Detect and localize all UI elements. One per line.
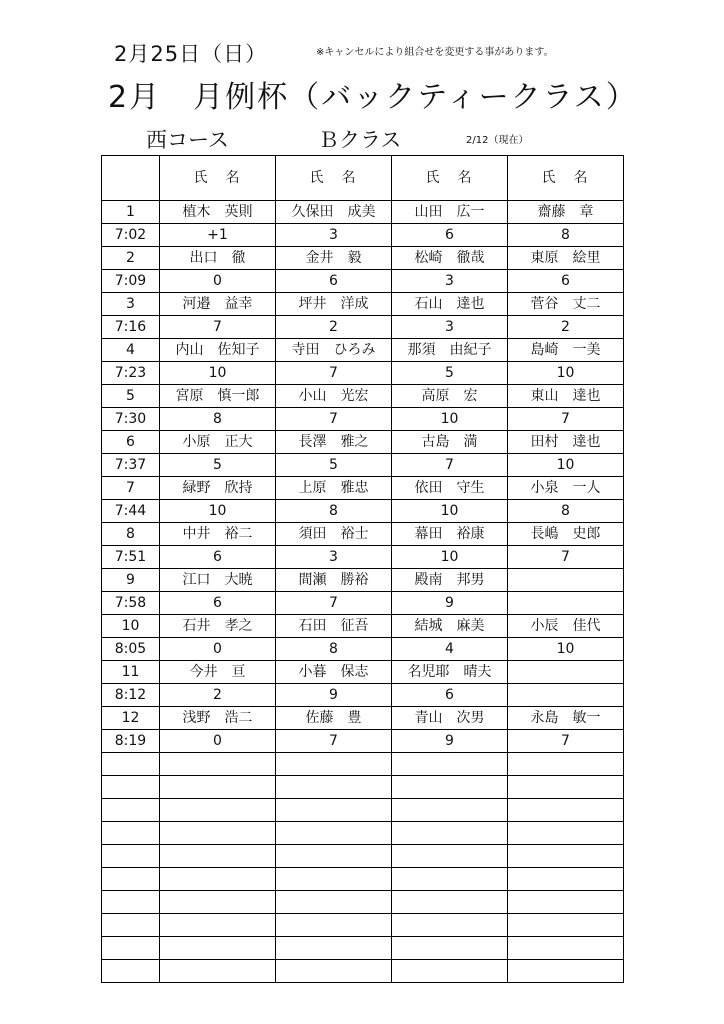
player-handicap: 6: [508, 270, 624, 293]
column-header: 氏 名: [392, 156, 508, 201]
player-handicap: 2: [160, 684, 276, 707]
header-corner: [102, 156, 160, 201]
group-name-row: [102, 431, 624, 454]
player-name: [276, 753, 392, 776]
player-handicap: [160, 776, 276, 799]
player-handicap: 10: [508, 454, 624, 477]
player-name: 坪井 洋成: [276, 293, 392, 316]
group-handicap-row: [102, 730, 624, 753]
tee-time: [102, 868, 160, 891]
player-handicap: [276, 914, 392, 937]
group-name-row: [102, 707, 624, 730]
player-handicap: [392, 960, 508, 983]
player-handicap: [508, 592, 624, 615]
group-handicap-row: [102, 776, 624, 799]
group-name-row: [102, 523, 624, 546]
player-name: 中井 裕二: [160, 523, 276, 546]
player-name: [508, 799, 624, 822]
player-name: [392, 891, 508, 914]
group-name-row: [102, 661, 624, 684]
player-name: 浅野 浩二: [160, 707, 276, 730]
group-handicap-row: [102, 224, 624, 247]
group-name-row: [102, 385, 624, 408]
group-number: 10: [102, 615, 160, 638]
player-name: [160, 937, 276, 960]
player-handicap: 9: [392, 592, 508, 615]
player-handicap: 0: [160, 270, 276, 293]
player-name: 江口 大暁: [160, 569, 276, 592]
group-name-row: [102, 937, 624, 960]
group-number: 5: [102, 385, 160, 408]
player-handicap: [392, 868, 508, 891]
group-handicap-row: [102, 684, 624, 707]
player-handicap: 3: [392, 270, 508, 293]
player-name: 河邉 益幸: [160, 293, 276, 316]
tee-time: 8:19: [102, 730, 160, 753]
player-handicap: [508, 776, 624, 799]
player-name: [508, 661, 624, 684]
group-number: 3: [102, 293, 160, 316]
group-name-row: [102, 891, 624, 914]
player-handicap: [276, 822, 392, 845]
player-handicap: 0: [160, 730, 276, 753]
player-name: 小山 光宏: [276, 385, 392, 408]
player-handicap: 8: [276, 638, 392, 661]
player-handicap: 9: [276, 684, 392, 707]
group-handicap-row: [102, 316, 624, 339]
player-handicap: 3: [276, 224, 392, 247]
group-name-row: [102, 293, 624, 316]
player-handicap: [276, 776, 392, 799]
player-handicap: 8: [508, 224, 624, 247]
tee-time: [102, 960, 160, 983]
player-name: [508, 569, 624, 592]
column-header: 氏 名: [508, 156, 624, 201]
player-name: [392, 799, 508, 822]
player-name: 島崎 一美: [508, 339, 624, 362]
tee-time: 7:02: [102, 224, 160, 247]
group-number: [102, 799, 160, 822]
player-name: 小暮 保志: [276, 661, 392, 684]
player-handicap: 6: [160, 546, 276, 569]
player-handicap: [160, 960, 276, 983]
player-name: 間瀬 勝裕: [276, 569, 392, 592]
group-number: [102, 891, 160, 914]
player-handicap: [508, 914, 624, 937]
group-number: 9: [102, 569, 160, 592]
group-number: [102, 753, 160, 776]
column-header: 氏 名: [160, 156, 276, 201]
group-number: 11: [102, 661, 160, 684]
player-handicap: 10: [392, 408, 508, 431]
course-label: 西コース: [146, 128, 229, 152]
player-name: 東原 絵里: [508, 247, 624, 270]
player-handicap: 2: [508, 316, 624, 339]
tee-time: [102, 776, 160, 799]
player-handicap: [508, 684, 624, 707]
tee-time: 8:05: [102, 638, 160, 661]
player-handicap: 7: [276, 408, 392, 431]
player-handicap: 2: [276, 316, 392, 339]
tee-time: 8:12: [102, 684, 160, 707]
player-handicap: 6: [276, 270, 392, 293]
player-name: 青山 次男: [392, 707, 508, 730]
player-handicap: 0: [160, 638, 276, 661]
player-name: 長澤 雅之: [276, 431, 392, 454]
player-name: [508, 891, 624, 914]
group-handicap-row: [102, 822, 624, 845]
player-name: 須田 裕士: [276, 523, 392, 546]
player-name: 佐藤 豊: [276, 707, 392, 730]
player-name: 宮原 慎一郎: [160, 385, 276, 408]
cancellation-note: ※キャンセルにより組合せを変更する事があります。: [316, 47, 554, 58]
player-handicap: 6: [392, 684, 508, 707]
group-handicap-row: [102, 592, 624, 615]
player-name: [160, 799, 276, 822]
group-handicap-row: [102, 914, 624, 937]
group-name-row: [102, 247, 624, 270]
player-name: 石山 達也: [392, 293, 508, 316]
group-number: 12: [102, 707, 160, 730]
player-handicap: 6: [160, 592, 276, 615]
player-name: 長嶋 史郎: [508, 523, 624, 546]
group-number: 1: [102, 201, 160, 224]
player-handicap: 6: [392, 224, 508, 247]
tee-time: 7:58: [102, 592, 160, 615]
player-handicap: [392, 822, 508, 845]
player-name: 久保田 成美: [276, 201, 392, 224]
tee-time: 7:44: [102, 500, 160, 523]
page-title: 2月 月例杯（バックティークラス）: [108, 80, 638, 115]
tee-time: 7:23: [102, 362, 160, 385]
header-row: [102, 156, 624, 201]
player-handicap: [160, 914, 276, 937]
group-name-row: [102, 339, 624, 362]
player-handicap: 7: [508, 546, 624, 569]
player-name: [160, 753, 276, 776]
player-name: 今井 亘: [160, 661, 276, 684]
player-handicap: [160, 868, 276, 891]
player-handicap: 8: [508, 500, 624, 523]
player-handicap: 8: [276, 500, 392, 523]
group-name-row: [102, 477, 624, 500]
player-name: 内山 佐知子: [160, 339, 276, 362]
player-name: [392, 753, 508, 776]
player-name: 殿南 邦男: [392, 569, 508, 592]
player-handicap: 10: [160, 362, 276, 385]
player-name: 小泉 一人: [508, 477, 624, 500]
player-name: 古島 満: [392, 431, 508, 454]
tee-time: 7:16: [102, 316, 160, 339]
player-name: 結城 麻美: [392, 615, 508, 638]
player-name: [508, 753, 624, 776]
player-handicap: 7: [276, 362, 392, 385]
player-name: 石田 征吾: [276, 615, 392, 638]
group-handicap-row: [102, 868, 624, 891]
player-name: 石井 孝之: [160, 615, 276, 638]
player-name: [392, 845, 508, 868]
tee-time: 7:30: [102, 408, 160, 431]
player-handicap: 7: [160, 316, 276, 339]
player-name: 田村 達也: [508, 431, 624, 454]
player-handicap: [392, 776, 508, 799]
group-number: 6: [102, 431, 160, 454]
player-handicap: 7: [276, 730, 392, 753]
group-handicap-row: [102, 638, 624, 661]
player-handicap: 5: [392, 362, 508, 385]
group-name-row: [102, 569, 624, 592]
player-name: [276, 799, 392, 822]
group-number: 7: [102, 477, 160, 500]
player-name: 齋藤 章: [508, 201, 624, 224]
player-handicap: 7: [508, 730, 624, 753]
class-label: Ｂクラス: [318, 128, 402, 152]
player-name: 永島 敏一: [508, 707, 624, 730]
player-name: [160, 845, 276, 868]
group-handicap-row: [102, 500, 624, 523]
group-handicap-row: [102, 270, 624, 293]
group-handicap-row: [102, 546, 624, 569]
player-handicap: [392, 914, 508, 937]
player-handicap: 9: [392, 730, 508, 753]
player-name: 高原 宏: [392, 385, 508, 408]
group-name-row: [102, 615, 624, 638]
player-handicap: [508, 868, 624, 891]
player-handicap: 10: [508, 638, 624, 661]
player-handicap: 3: [392, 316, 508, 339]
player-name: 寺田 ひろみ: [276, 339, 392, 362]
player-name: 松崎 徹哉: [392, 247, 508, 270]
tee-time: [102, 822, 160, 845]
group-name-row: [102, 201, 624, 224]
player-name: 那須 由紀子: [392, 339, 508, 362]
player-handicap: 4: [392, 638, 508, 661]
player-handicap: 8: [160, 408, 276, 431]
player-handicap: [508, 822, 624, 845]
player-name: 上原 雅忠: [276, 477, 392, 500]
player-handicap: [276, 960, 392, 983]
player-name: 名児耶 晴夫: [392, 661, 508, 684]
player-name: 緑野 欣持: [160, 477, 276, 500]
group-handicap-row: [102, 362, 624, 385]
group-handicap-row: [102, 960, 624, 983]
group-handicap-row: [102, 454, 624, 477]
player-name: [508, 937, 624, 960]
player-handicap: 7: [276, 592, 392, 615]
player-name: 幕田 裕康: [392, 523, 508, 546]
player-handicap: 5: [276, 454, 392, 477]
player-name: 植木 英則: [160, 201, 276, 224]
tee-time: 7:09: [102, 270, 160, 293]
group-name-row: [102, 799, 624, 822]
group-number: 2: [102, 247, 160, 270]
player-name: [508, 845, 624, 868]
player-handicap: 5: [160, 454, 276, 477]
player-name: [160, 891, 276, 914]
player-name: [276, 937, 392, 960]
column-header: 氏 名: [276, 156, 392, 201]
player-handicap: 10: [392, 546, 508, 569]
tee-time: 7:37: [102, 454, 160, 477]
player-handicap: 10: [508, 362, 624, 385]
group-name-row: [102, 753, 624, 776]
player-name: 小原 正大: [160, 431, 276, 454]
player-handicap: 7: [392, 454, 508, 477]
as-of-date: 2/12（現在）: [466, 135, 529, 146]
group-handicap-row: [102, 408, 624, 431]
player-handicap: 3: [276, 546, 392, 569]
tee-time: [102, 914, 160, 937]
group-number: [102, 937, 160, 960]
pairing-table: [101, 155, 624, 983]
player-name: [392, 937, 508, 960]
event-date: 2月25日（日）: [114, 42, 268, 66]
player-name: 出口 徹: [160, 247, 276, 270]
player-handicap: +1: [160, 224, 276, 247]
player-handicap: [160, 822, 276, 845]
group-number: [102, 845, 160, 868]
player-name: [276, 845, 392, 868]
group-name-row: [102, 845, 624, 868]
player-name: 山田 広一: [392, 201, 508, 224]
player-handicap: 10: [160, 500, 276, 523]
player-name: 小辰 佳代: [508, 615, 624, 638]
group-number: 8: [102, 523, 160, 546]
group-number: 4: [102, 339, 160, 362]
player-name: 東山 達也: [508, 385, 624, 408]
player-name: [276, 891, 392, 914]
player-name: 金井 毅: [276, 247, 392, 270]
tee-time: 7:51: [102, 546, 160, 569]
player-name: 菅谷 丈二: [508, 293, 624, 316]
player-handicap: [508, 960, 624, 983]
player-name: 依田 守生: [392, 477, 508, 500]
player-handicap: 10: [392, 500, 508, 523]
player-handicap: 7: [508, 408, 624, 431]
player-handicap: [276, 868, 392, 891]
